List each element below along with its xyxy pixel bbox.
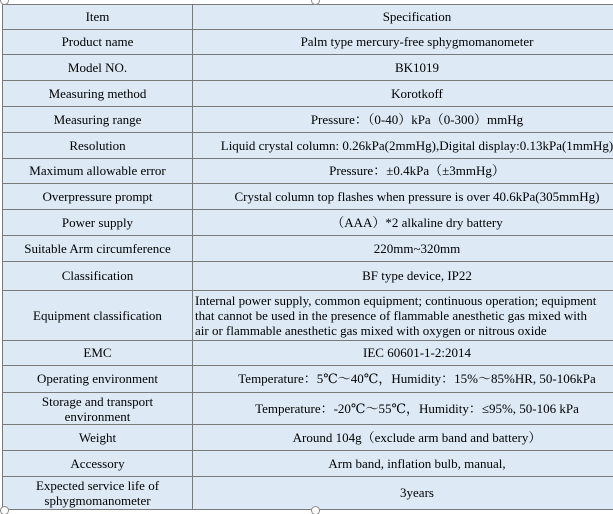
row-value: Liquid crystal column: 0.26kPa(2mmHg),Digital display:0.13kPa(1mmHg)	[193, 133, 613, 159]
row-label-line: environment	[64, 408, 131, 424]
row-value-line: that cannot be used in the presence of flammable anesthetic gas mixed with	[195, 308, 588, 323]
table-row	[3, 262, 613, 291]
row-label: Weight	[3, 425, 193, 451]
row-label: Accessory	[3, 451, 193, 477]
row-value: Pressure：±0.4kPa（±3mmHg）	[193, 159, 613, 184]
row-label-line: Expected service life of	[35, 478, 160, 493]
row-label: Measuring range	[3, 107, 193, 133]
table-row	[3, 291, 613, 341]
row-value-line: air or flammable anesthetic gas mixed with oxygen or nitrous oxide	[195, 323, 547, 338]
table-row	[3, 393, 613, 425]
table-row	[3, 133, 613, 159]
row-value: Temperature：5℃～40℃，Humidity：15%～85%HR, 50-106kPa	[193, 366, 613, 393]
table-row	[3, 159, 613, 184]
header-item: Item	[3, 5, 193, 30]
row-value: Palm type mercury-free sphygmomanometer	[193, 30, 613, 55]
row-label: Measuring method	[3, 81, 193, 107]
row-value: 220mm~320mm	[193, 236, 613, 262]
row-label: Equipment classification	[3, 291, 193, 341]
table-row	[3, 341, 613, 366]
row-label-multiline	[3, 393, 193, 425]
row-label: Overpressure prompt	[3, 184, 193, 210]
table-row	[3, 107, 613, 133]
resize-handle-bottom-middle[interactable]	[311, 506, 320, 514]
table-row	[3, 366, 613, 393]
table-row	[3, 236, 613, 262]
resize-handle-bottom-left[interactable]	[0, 506, 9, 514]
table-row	[3, 477, 613, 510]
row-value: Crystal column top flashes when pressure is over 40.6kPa(305mmHg)	[193, 184, 613, 210]
row-value: Arm band, inflation bulb, manual,	[193, 451, 613, 477]
table-row	[3, 55, 613, 81]
specification-table	[2, 4, 613, 510]
row-label: EMC	[3, 341, 193, 366]
row-label: Operating environment	[3, 366, 193, 393]
row-label: Power supply	[3, 210, 193, 236]
table-row	[3, 81, 613, 107]
table-row	[3, 451, 613, 477]
table-row	[3, 184, 613, 210]
row-value: Temperature：-20℃～55℃，Humidity：≤95%, 50-106 kPa	[193, 393, 613, 425]
table-row	[3, 30, 613, 55]
row-label-line: Storage and transport	[41, 393, 154, 409]
header-specification: Specification	[193, 5, 613, 30]
row-label-line: sphygmomanometer	[44, 493, 151, 508]
row-label: Product name	[3, 30, 193, 55]
row-value: 3years	[193, 477, 613, 510]
row-value: （AAA）*2 alkaline dry battery	[193, 210, 613, 236]
row-value: BF type device, IP22	[193, 262, 613, 291]
row-label: Maximum allowable error	[3, 159, 193, 184]
row-value-line: Internal power supply, common equipment; continuous operation; equipment	[195, 293, 597, 308]
row-value: BK1019	[193, 55, 613, 81]
table-row	[3, 425, 613, 451]
table-row	[3, 210, 613, 236]
row-value-multiline	[193, 291, 613, 341]
row-value: IEC 60601-1-2:2014	[193, 341, 613, 366]
row-label: Resolution	[3, 133, 193, 159]
table-header-row	[3, 5, 613, 30]
row-label: Model NO.	[3, 55, 193, 81]
row-label: Classification	[3, 262, 193, 291]
row-value: Korotkoff	[193, 81, 613, 107]
row-value: Pressure：（0-40）kPa（0-300）mmHg	[193, 107, 613, 133]
row-value: Around 104g（exclude arm band and battery）	[193, 425, 613, 451]
row-label-multiline	[3, 477, 193, 510]
row-label: Suitable Arm circumference	[3, 236, 193, 262]
